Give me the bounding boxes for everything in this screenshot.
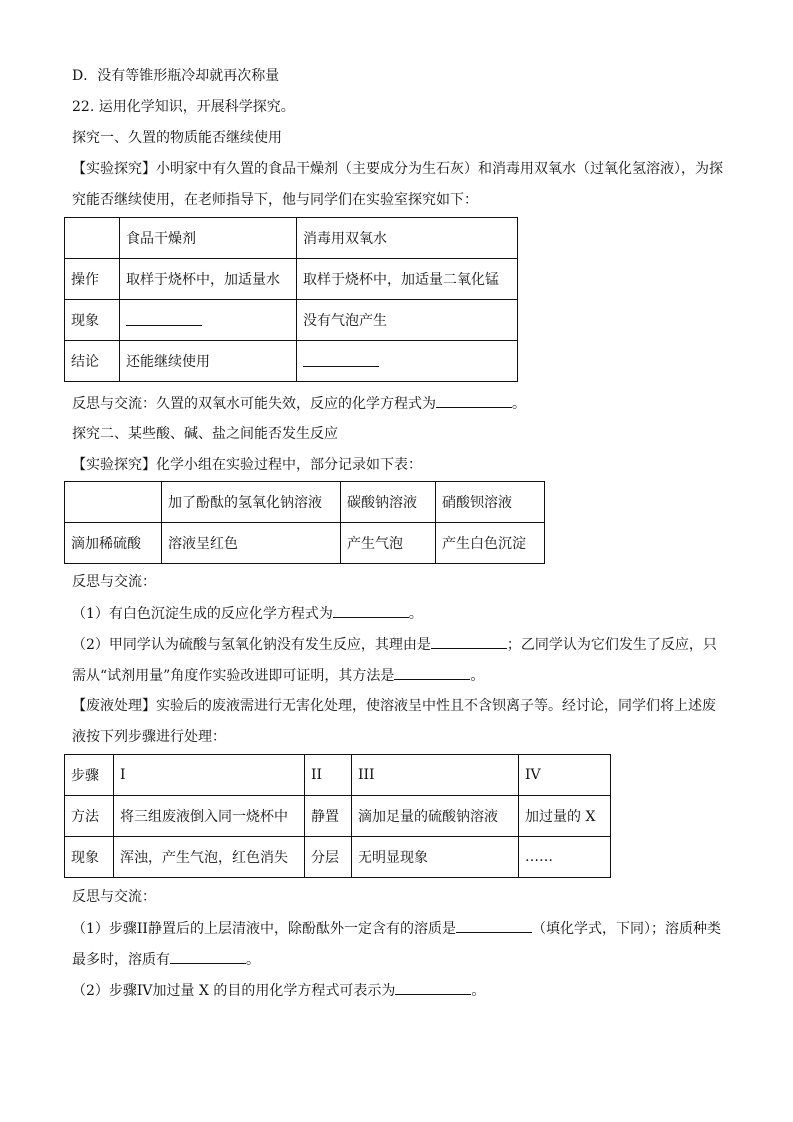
table-cell [297,341,518,382]
table-cell: 取样于烧杯中，加适量水 [120,259,297,300]
table-cell: 滴加稀硫酸 [65,523,162,564]
table-cell: 静置 [305,796,352,837]
table-cell: …… [519,837,611,878]
table-cell: 还能继续使用 [120,341,297,382]
table-header: 碳酸钠溶液 [341,482,436,523]
reflect2-q2-line2-suffix: 。 [470,668,485,684]
table-cell: 溶液呈红色 [162,523,341,564]
reflect2-q1 [72,603,423,624]
reflect2-title: 反思与交流： [72,574,156,590]
explore2-intro: 【实验探究】化学小组在实验过程中，部分记录如下表： [72,457,422,473]
table-cell: 产生气泡 [341,523,436,564]
table-cell: 浑浊，产生气泡，红色消失 [114,837,305,878]
reflect3-q2-suffix: 。 [471,983,486,999]
table-cell [65,482,162,523]
table-row [65,755,611,796]
reflect3-q2-text: （2）步骤IV加过量 X 的目的用化学方程式可表示为 [72,983,396,999]
q21-option-d: D．没有等锥形瓶冷却就再次称量 [72,68,280,84]
table-cell: 操作 [65,259,120,300]
table-cell: 现象 [65,837,114,878]
reflect2-q2 [72,634,717,655]
table-row [65,300,518,341]
table-cell: 结论 [65,341,120,382]
table-header: 消毒用双氧水 [297,218,518,259]
table-cell: 现象 [65,300,120,341]
table-row [65,218,518,259]
explore2-title: 探究二、某些酸、碱、盐之间能否发生反应 [72,426,338,442]
table-cell: 分层 [305,837,352,878]
table-cell: 无明显现象 [352,837,519,878]
table-header: 食品干燥剂 [120,218,297,259]
explore1-title: 探究一、久置的物质能否继续使用 [72,130,282,146]
answer-blank[interactable] [436,393,512,408]
table-cell: 将三组废液倒入同一烧杯中 [114,796,305,837]
table-cell: 没有气泡产生 [297,300,518,341]
table-cell: 取样于烧杯中，加适量二氧化锰 [297,259,518,300]
table-header: I [114,755,305,796]
reflect2-q2-line2-text: 需从“试剂用量”角度作实验改进即可证明，其方法是 [72,668,395,684]
answer-blank[interactable] [333,603,409,618]
table-header: 步骤 [65,755,114,796]
reflect2-q2-line2 [72,665,484,686]
answer-blank[interactable] [170,949,246,964]
reflect1-suffix: 。 [512,396,526,412]
table-row [65,796,611,837]
table-cell: 加过量的 X [519,796,611,837]
table-explore1 [64,217,518,382]
table-row [65,341,518,382]
answer-blank[interactable] [395,980,471,995]
table-row [65,482,545,523]
table-cell [120,300,297,341]
explore1-intro: 【实验探究】小明家中有久置的食品干燥剂（主要成分为生石灰）和消毒用双氧水（过氧化氢溶液），为探究能否继续使用，在老师指导下，他与同学们在实验室探究如下： [72,161,723,208]
reflect3-q1 [72,918,721,939]
table-row [65,259,518,300]
table-cell: 滴加足量的硫酸钠溶液 [352,796,519,837]
reflect2-q1-text: （1）有白色沉淀生成的反应化学方程式为 [72,606,333,622]
reflect3-q1-mid: （填化学式，下同）；溶质种类 [531,921,721,937]
reflect3-q1-text: （1）步骤II静置后的上层清液中，除酚酞外一定含有的溶质是 [72,921,456,937]
table-row [65,837,611,878]
answer-blank[interactable] [394,665,470,680]
waste-intro: 【废液处理】实验后的废液需进行无害化处理，使溶液呈中性且不含钡离子等。经讨论，同学们将上述废液按下列步骤进行处理： [72,698,716,745]
table-cell: 产生白色沉淀 [436,523,545,564]
answer-blank[interactable] [431,634,507,649]
q22-title: 22. 运用化学知识，开展科学探究。 [72,99,295,115]
table-waste [64,754,611,878]
reflect2-q2-text: （2）甲同学认为硫酸与氢氧化钠没有发生反应，其理由是 [72,637,431,653]
reflect2-q1-suffix: 。 [408,606,423,622]
reflect1-text: 反思与交流：久置的双氧水可能失效，反应的化学方程式为 [72,396,436,412]
table-row [65,523,545,564]
table-cell: 方法 [65,796,114,837]
answer-blank[interactable] [456,918,532,933]
reflect3-q2 [72,980,485,1001]
table-header: 加了酚酞的氢氧化钠溶液 [162,482,341,523]
table-header: 硝酸钡溶液 [436,482,545,523]
reflect1 [72,393,526,414]
table-header: IV [519,755,611,796]
reflect3-q1-line2-suffix: 。 [246,952,260,968]
table-cell [65,218,120,259]
reflect3-title: 反思与交流： [72,889,156,905]
reflect3-q1-line2 [72,949,260,970]
table-header: III [352,755,519,796]
reflect3-q1-line2-text: 最多时，溶质有 [72,952,170,968]
answer-blank[interactable] [303,352,379,367]
reflect2-q2-text2: ；乙同学认为它们发生了反应，只 [506,637,717,653]
answer-blank[interactable] [126,311,202,326]
table-header: II [305,755,352,796]
table-explore2 [64,481,545,564]
